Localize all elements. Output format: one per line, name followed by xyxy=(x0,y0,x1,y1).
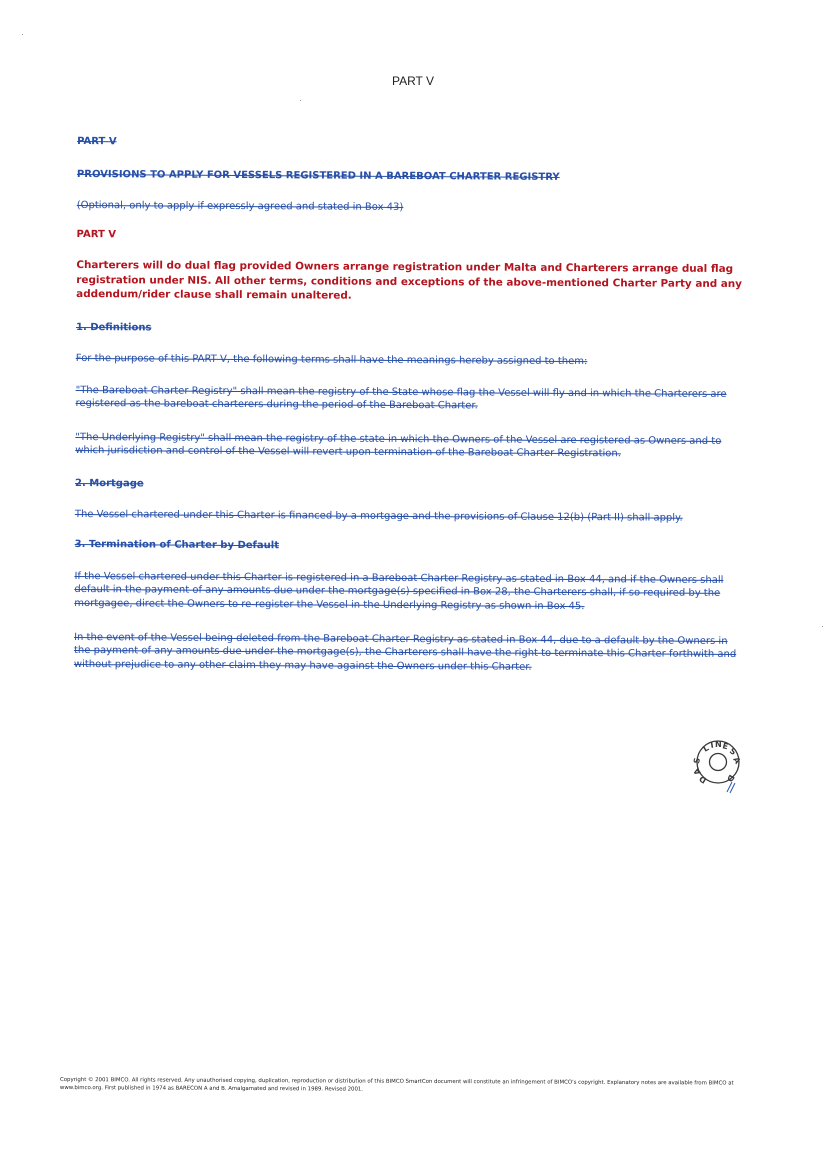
section-heading-termination: 3. Termination of Charter by Default xyxy=(74,538,280,552)
section-heading-definitions: 1. Definitions xyxy=(75,321,152,334)
svg-text:A: A xyxy=(691,766,703,777)
struck-part-title: PART V xyxy=(77,135,117,148)
svg-text:S: S xyxy=(727,746,738,757)
added-part-title: PART V xyxy=(76,228,117,241)
svg-text:A: A xyxy=(731,755,743,766)
struck-provisions-heading: PROVISIONS TO APPLY FOR VESSELS REGISTERED IN A BAREBOAT CHARTER REGISTRY xyxy=(76,168,560,183)
added-clause-text: Charterers will do dual flag provided Owners arrange registration under Malta and Charterers arrange dual flag registration under NIS. All other terms, conditions and exceptions of the above-mentioned Charter Party and any addendum/rider clause shall remain unaltered. xyxy=(76,258,743,302)
scan-speck xyxy=(22,34,23,35)
termination-paragraph-deletion: In the event of the Vessel being deleted from the Bareboat Charter Registry as stated in Box 44, due to a default by the Owners in the payment of any amounts due under the mortgage(s), the Charterers shall have the right to terminate this Charter forthwith and without prejudice to any other claim they may have against the Owners under this Charter. xyxy=(73,631,737,673)
definitions-paragraph-intro: For the purpose of this PART V, the following terms shall have the meanings hereby assigned to them: xyxy=(75,352,588,368)
svg-text:D: D xyxy=(724,773,737,784)
definitions-paragraph-bareboat-registry: "The Bareboat Charter Registry" shall mean the registry of the State whose flag the Vessel will fly and in which the Charterers are registered as the bareboat charterers during the period of the Bareboat Charter. xyxy=(75,384,727,412)
svg-text:D: D xyxy=(697,773,708,786)
definitions-paragraph-underlying-registry: "The Underlying Registry" shall mean the registry of the state in which the Owners of the Vessel are registered as Owners and to which jurisdiction and control of the Vessel will revert upon termination of the Bareboat Charter Registration. xyxy=(75,431,722,460)
mortgage-paragraph: The Vessel chartered under this Charter is financed by a mortgage and the provisions of Clause 12(b) (Part II) shall apply. xyxy=(74,508,683,524)
scan-speck xyxy=(300,100,301,101)
page-header: PART V xyxy=(391,74,435,88)
termination-paragraph-reregister: If the Vessel chartered under this Charter is registered in a Bareboat Charter Registry as stated in Box 44, and if the Owners shall default in the payment of any amounts due under the mortgage(s) specified in Box 28, the Charterers shall, if so required by the mortgagee, direct the Owners to re-register the Vessel in the Underlying Registry as shown in Box 45. xyxy=(74,570,724,612)
company-stamp xyxy=(691,738,743,800)
section-heading-mortgage: 2. Mortgage xyxy=(75,477,144,490)
svg-text:E: E xyxy=(721,741,730,752)
svg-text:N: N xyxy=(715,740,722,749)
document-body xyxy=(73,0,746,673)
svg-text:L: L xyxy=(701,743,711,754)
copyright-footer: Copyright © 2001 BIMCO. All rights reserved. Any unauthorised copying, duplication, reproduction or distribution of this BIMCO SmartCon document will constitute an infringement of BIMCO's copyright. Explanatory notes are available from BIMCO at www.bimco.org. First published in 1974 as BARECON A and B. Amalgamated and revised in 1989. Revised 2001. xyxy=(59,1077,734,1093)
svg-text:S: S xyxy=(692,757,702,765)
struck-optional-note: (Optional, only to apply if expressly agreed and stated in Box 43) xyxy=(76,199,404,213)
svg-text:I: I xyxy=(709,740,715,750)
scan-speck xyxy=(822,626,823,627)
